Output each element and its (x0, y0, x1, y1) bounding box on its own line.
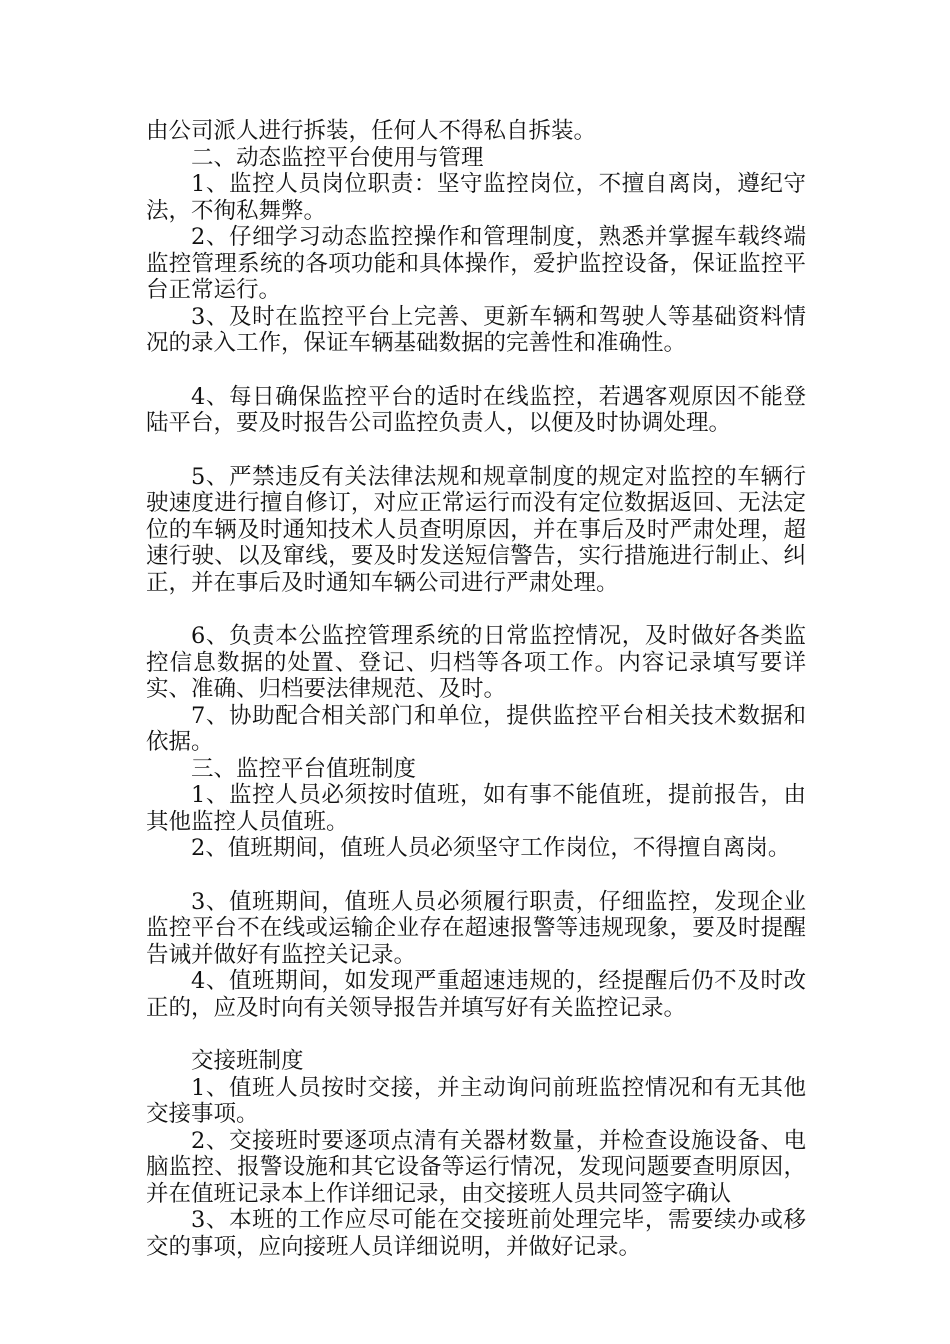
paragraph-2-2: 2、仔细学习动态监控操作和管理制度，熟悉并掌握车载终端监控管理系统的各项功能和具体操作，爱护监控设备，保证监控平台正常运行。 (146, 224, 806, 303)
paragraph-continuation: 由公司派人进行拆装，任何人不得私自拆装。 (146, 118, 597, 144)
paragraph-2-1: 1、监控人员岗位职责：坚守监控岗位，不擅自离岗，遵纪守法，不徇私舞弊。 (146, 171, 806, 224)
paragraph-3-1: 1、监控人员必须按时值班，如有事不能值班，提前报告，由其他监控人员值班。 (146, 782, 806, 835)
paragraph-handover-2: 2、交接班时要逐项点清有关器材数量，并检查设施设备、电脑监控、报警设施和其它设备等运行情况，发现问题要查明原因，并在值班记录本上作详细记录，由交接班人员共同签字确认 (146, 1127, 806, 1207)
paragraph-2-6: 6、负责本公监控管理系统的日常监控情况，及时做好各类监控信息数据的处置、登记、归档等各项工作。内容记录填写要详实、准确、归档要法律规范、及时。 (146, 623, 806, 702)
section-heading-2: 二、动态监控平台使用与管理 (191, 144, 484, 171)
paragraph-3-4: 4、值班期间，如发现严重超速违规的，经提醒后仍不及时改正的，应及时向有关领导报告并填写好有关监控记录。 (146, 968, 806, 1021)
paragraph-2-5: 5、严禁违反有关法律法规和规章制度的规定对监控的车辆行驶速度进行擅自修订，对应正常运行而没有定位数据返回、无法定位的车辆及时通知技术人员查明原因，并在事后及时严肃处理，超速行驶、以及窜线，要及时发送短信警告，实行措施进行制止、纠正，并在事后及时通知车辆公司进行严肃处理。 (146, 463, 806, 596)
paragraph-2-4: 4、每日确保监控平台的适时在线监控，若遇客观原因不能登陆平台，要及时报告公司监控负责人，以便及时协调处理。 (146, 383, 806, 436)
paragraph-2-3: 3、及时在监控平台上完善、更新车辆和驾驶人等基础资料情况的录入工作，保证车辆基础数据的完善性和准确性。 (146, 303, 806, 356)
section-heading-3: 三、监控平台值班制度 (191, 755, 417, 782)
paragraph-2-7: 7、协助配合相关部门和单位，提供监控平台相关技术数据和依据。 (146, 702, 806, 755)
paragraph-handover-3: 3、本班的工作应尽可能在交接班前处理完毕，需要续办或移交的事项，应向接班人员详细说明，并做好记录。 (146, 1207, 806, 1260)
paragraph-3-2: 2、值班期间，值班人员必须坚守工作岗位，不得擅自离岗。 (191, 835, 791, 861)
document-body (146, 118, 806, 1260)
paragraph-handover-1: 1、值班人员按时交接，并主动询问前班监控情况和有无其他交接事项。 (146, 1074, 806, 1127)
section-heading-handover: 交接班制度 (191, 1048, 304, 1074)
paragraph-3-3: 3、值班期间，值班人员必须履行职责，仔细监控，发现企业监控平台不在线或运输企业存在超速报警等违规现象，要及时提醒告诫并做好有监控关记录。 (146, 888, 806, 968)
